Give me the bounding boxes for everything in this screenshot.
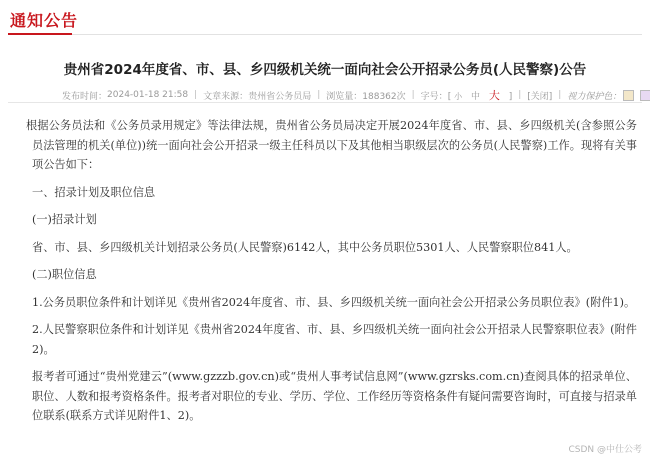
meta-separator: |: [411, 90, 415, 100]
meta-divider: [8, 102, 642, 103]
publish-time: 2024-01-18 21:58: [107, 90, 189, 100]
font-size-control: [ 小 中 大 ]: [447, 89, 513, 102]
color-swatch[interactable]: [640, 90, 650, 101]
views-label: 浏览量：: [326, 91, 363, 102]
font-medium-button[interactable]: 中: [470, 92, 480, 102]
font-small-button[interactable]: 小: [454, 92, 463, 101]
header-accent-bar: [8, 33, 72, 35]
meta-separator: |: [518, 90, 522, 100]
article-title: 贵州省2024年度省、市、县、乡四级机关统一面向社会公开招录公务员(人民警察)公告: [63, 62, 587, 78]
watermark: CSDN @中仕公考: [568, 445, 642, 455]
paragraph-attachment-2: 2.人民警察职位条件和计划详见《贵州省2024年度省、市、县、乡四级机关统一面向社会公开招录人民警察职位表》(附件2)。: [32, 323, 637, 356]
paragraph-attachment-1: 1.公务员职位条件和计划详见《贵州省2024年度省、市、县、乡四级机关统一面向社会公开招录公务员职位表》(附件1)。: [32, 295, 636, 309]
meta-separator: |: [558, 90, 562, 100]
heading-section-1: 一、招录计划及职位信息: [32, 185, 156, 199]
close-button[interactable]: [关闭]: [527, 91, 553, 102]
heading-subsection-1: (一)招录计划: [32, 213, 97, 226]
paragraph-enquiry: 报考者可通过“贵州党建云”(www.gzzzb.gov.cn)或“贵州人事考试信息网”(www.gzrsks.com.cn)查阅具体的招录单位、职位、人数和报考资格条件。报考者对职位的专业、学历、学位、工作经历等资格条件有疑问需要咨询时，可直接与招录单位联系(联系方式详见附件1、2)。: [32, 370, 637, 422]
section-header: [0, 0, 650, 34]
heading-subsection-2: (二)职位信息: [32, 268, 97, 281]
font-large-button[interactable]: 大: [488, 89, 500, 102]
article-meta: [62, 87, 650, 103]
meta-separator: |: [317, 90, 321, 100]
source-label: 文章来源：: [203, 91, 249, 102]
paragraph-plan: 省、市、县、乡四级机关计划招录公务员(人民警察)6142人，其中公务员职位5301人、人民警察职位841人。: [32, 240, 578, 254]
source-value: 贵州省公务员局: [248, 91, 312, 102]
section-title: 通知公告: [10, 11, 79, 30]
color-swatch[interactable]: [623, 90, 634, 101]
publish-label: 发布时间：: [62, 91, 108, 102]
eye-protect-swatches: [623, 90, 650, 101]
font-size-label: 字号：: [420, 91, 448, 102]
eye-protect-label: 视力保护色：: [567, 91, 622, 102]
views-value: 188362次: [362, 91, 406, 102]
paragraph-intro: 根据公务员法和《公务员录用规定》等法律法规，贵州省公务员局决定开展2024年度省、市、县、乡四级机关(含参照公务员法管理的机关(单位))统一面向社会公开招录一级主任科员以下及其他相当职级层次的公务员(人民警察)工作。现将有关事项公告如下：: [26, 119, 637, 171]
article-body: [26, 116, 637, 434]
header-divider: [8, 34, 642, 35]
meta-separator: |: [194, 90, 198, 100]
